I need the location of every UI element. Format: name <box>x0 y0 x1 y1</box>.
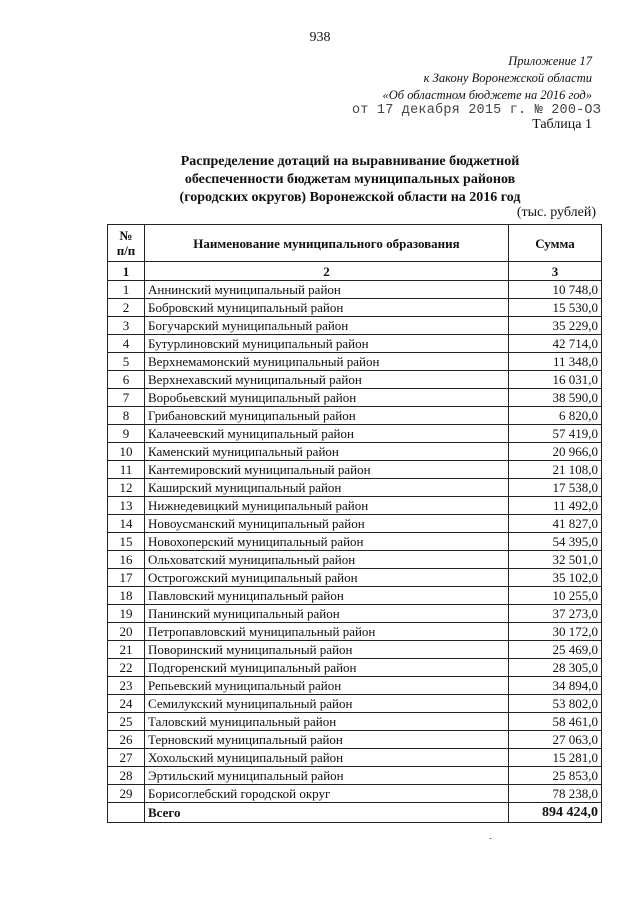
table-row <box>108 425 602 443</box>
decree-stamp: от 17 декабря 2015 г. № 200-ОЗ <box>352 103 602 118</box>
header-name: Наименование муниципального образования <box>145 225 509 262</box>
row-sum: 10 748,0 <box>509 281 602 299</box>
table-label: Таблица 1 <box>532 117 592 132</box>
total-label: Всего <box>145 803 509 823</box>
row-sum: 53 802,0 <box>509 695 602 713</box>
row-sum: 28 305,0 <box>509 659 602 677</box>
table-row <box>108 353 602 371</box>
row-name: Верхнехавский муниципальный район <box>145 371 509 389</box>
table-row <box>108 659 602 677</box>
row-name: Эртильский муниципальный район <box>145 767 509 785</box>
row-number: 17 <box>108 569 145 587</box>
appendix-line-2: к Закону Воронежской области <box>423 71 592 85</box>
row-number: 12 <box>108 479 145 497</box>
row-name: Репьевский муниципальный район <box>145 677 509 695</box>
row-name: Ольховатский муниципальный район <box>145 551 509 569</box>
table-row <box>108 587 602 605</box>
table-header-row <box>108 225 602 262</box>
row-sum: 20 966,0 <box>509 443 602 461</box>
row-sum: 11 492,0 <box>509 497 602 515</box>
title-line-3: (городских округов) Воронежской области на 2016 год <box>179 190 521 205</box>
header-sum: Сумма <box>509 225 602 262</box>
row-number: 19 <box>108 605 145 623</box>
table-row <box>108 785 602 803</box>
row-name: Кантемировский муниципальный район <box>145 461 509 479</box>
row-sum: 25 853,0 <box>509 767 602 785</box>
row-name: Верхнемамонский муниципальный район <box>145 353 509 371</box>
column-index: 3 <box>509 262 602 281</box>
row-sum: 6 820,0 <box>509 407 602 425</box>
row-name: Бутурлиновский муниципальный район <box>145 335 509 353</box>
row-number: 29 <box>108 785 145 803</box>
table-row <box>108 461 602 479</box>
row-name: Поворинский муниципальный район <box>145 641 509 659</box>
row-name: Новоусманский муниципальный район <box>145 515 509 533</box>
row-number: 6 <box>108 371 145 389</box>
table-row <box>108 695 602 713</box>
table-row <box>108 641 602 659</box>
row-sum: 17 538,0 <box>509 479 602 497</box>
row-name: Терновский муниципальный район <box>145 731 509 749</box>
row-name: Калачеевский муниципальный район <box>145 425 509 443</box>
row-sum: 15 530,0 <box>509 299 602 317</box>
row-name: Семилукский муниципальный район <box>145 695 509 713</box>
row-sum: 34 894,0 <box>509 677 602 695</box>
appendix-line-1: Приложение 17 <box>508 54 592 68</box>
table-row <box>108 605 602 623</box>
row-sum: 42 714,0 <box>509 335 602 353</box>
row-number: 22 <box>108 659 145 677</box>
appendix-line-3: «Об областном бюджете на 2016 год» <box>382 88 592 102</box>
row-name: Панинский муниципальный район <box>145 605 509 623</box>
table-row <box>108 731 602 749</box>
table-row <box>108 533 602 551</box>
table-row <box>108 479 602 497</box>
row-name: Бобровский муниципальный район <box>145 299 509 317</box>
row-name: Грибановский муниципальный район <box>145 407 509 425</box>
row-number: 1 <box>108 281 145 299</box>
row-name: Острогожский муниципальный район <box>145 569 509 587</box>
header-number: № п/п <box>108 225 145 262</box>
row-number: 24 <box>108 695 145 713</box>
row-number: 11 <box>108 461 145 479</box>
units-label: (тыс. рублей) <box>516 205 596 220</box>
table-row <box>108 623 602 641</box>
scan-mark <box>489 838 492 839</box>
row-name: Каменский муниципальный район <box>145 443 509 461</box>
row-sum: 27 063,0 <box>509 731 602 749</box>
table-row <box>108 371 602 389</box>
title-line-2: обеспеченности бюджетам муниципальных районов <box>184 172 516 187</box>
row-sum: 35 102,0 <box>509 569 602 587</box>
row-sum: 16 031,0 <box>509 371 602 389</box>
row-name: Петропавловский муниципальный район <box>145 623 509 641</box>
table-row <box>108 407 602 425</box>
row-number: 27 <box>108 749 145 767</box>
total-row <box>108 803 602 823</box>
row-number: 16 <box>108 551 145 569</box>
row-number: 26 <box>108 731 145 749</box>
row-number: 8 <box>108 407 145 425</box>
row-number: 14 <box>108 515 145 533</box>
row-number: 25 <box>108 713 145 731</box>
row-name: Борисоглебский городской округ <box>145 785 509 803</box>
row-sum: 35 229,0 <box>509 317 602 335</box>
row-name: Каширский муниципальный район <box>145 479 509 497</box>
row-number: 21 <box>108 641 145 659</box>
table-row <box>108 443 602 461</box>
row-number: 7 <box>108 389 145 407</box>
row-number: 23 <box>108 677 145 695</box>
subsidy-table <box>107 224 602 823</box>
title-line-1: Распределение дотаций на выравнивание бюджетной <box>180 154 520 169</box>
row-number: 2 <box>108 299 145 317</box>
table-row <box>108 749 602 767</box>
total-number-cell <box>108 803 145 823</box>
row-name: Аннинский муниципальный район <box>145 281 509 299</box>
row-number: 9 <box>108 425 145 443</box>
appendix-note <box>383 53 592 104</box>
table-row <box>108 569 602 587</box>
table-row <box>108 677 602 695</box>
row-sum: 38 590,0 <box>509 389 602 407</box>
total-sum: 894 424,0 <box>509 803 602 823</box>
table-row <box>108 767 602 785</box>
row-sum: 41 827,0 <box>509 515 602 533</box>
row-name: Воробьевский муниципальный район <box>145 389 509 407</box>
row-number: 3 <box>108 317 145 335</box>
row-sum: 30 172,0 <box>509 623 602 641</box>
column-index-row <box>108 262 602 281</box>
table-row <box>108 497 602 515</box>
row-number: 10 <box>108 443 145 461</box>
table-row <box>108 299 602 317</box>
row-number: 15 <box>108 533 145 551</box>
table-row <box>108 515 602 533</box>
table-row <box>108 335 602 353</box>
row-sum: 54 395,0 <box>509 533 602 551</box>
row-sum: 25 469,0 <box>509 641 602 659</box>
row-number: 13 <box>108 497 145 515</box>
row-sum: 15 281,0 <box>509 749 602 767</box>
table-row <box>108 713 602 731</box>
row-sum: 11 348,0 <box>509 353 602 371</box>
table-row <box>108 551 602 569</box>
column-index: 2 <box>145 262 509 281</box>
document-title <box>140 153 560 207</box>
row-number: 28 <box>108 767 145 785</box>
row-sum: 37 273,0 <box>509 605 602 623</box>
table-row <box>108 281 602 299</box>
row-sum: 58 461,0 <box>509 713 602 731</box>
row-sum: 32 501,0 <box>509 551 602 569</box>
row-number: 18 <box>108 587 145 605</box>
row-name: Нижнедевицкий муниципальный район <box>145 497 509 515</box>
row-number: 20 <box>108 623 145 641</box>
table-row <box>108 389 602 407</box>
table-row <box>108 317 602 335</box>
row-name: Таловский муниципальный район <box>145 713 509 731</box>
column-index: 1 <box>108 262 145 281</box>
row-sum: 10 255,0 <box>509 587 602 605</box>
row-name: Богучарский муниципальный район <box>145 317 509 335</box>
row-number: 5 <box>108 353 145 371</box>
row-sum: 21 108,0 <box>509 461 602 479</box>
row-name: Новохоперский муниципальный район <box>145 533 509 551</box>
row-sum: 57 419,0 <box>509 425 602 443</box>
row-sum: 78 238,0 <box>509 785 602 803</box>
page-number: 938 <box>309 30 331 45</box>
row-name: Павловский муниципальный район <box>145 587 509 605</box>
row-number: 4 <box>108 335 145 353</box>
row-name: Хохольский муниципальный район <box>145 749 509 767</box>
row-name: Подгоренский муниципальный район <box>145 659 509 677</box>
